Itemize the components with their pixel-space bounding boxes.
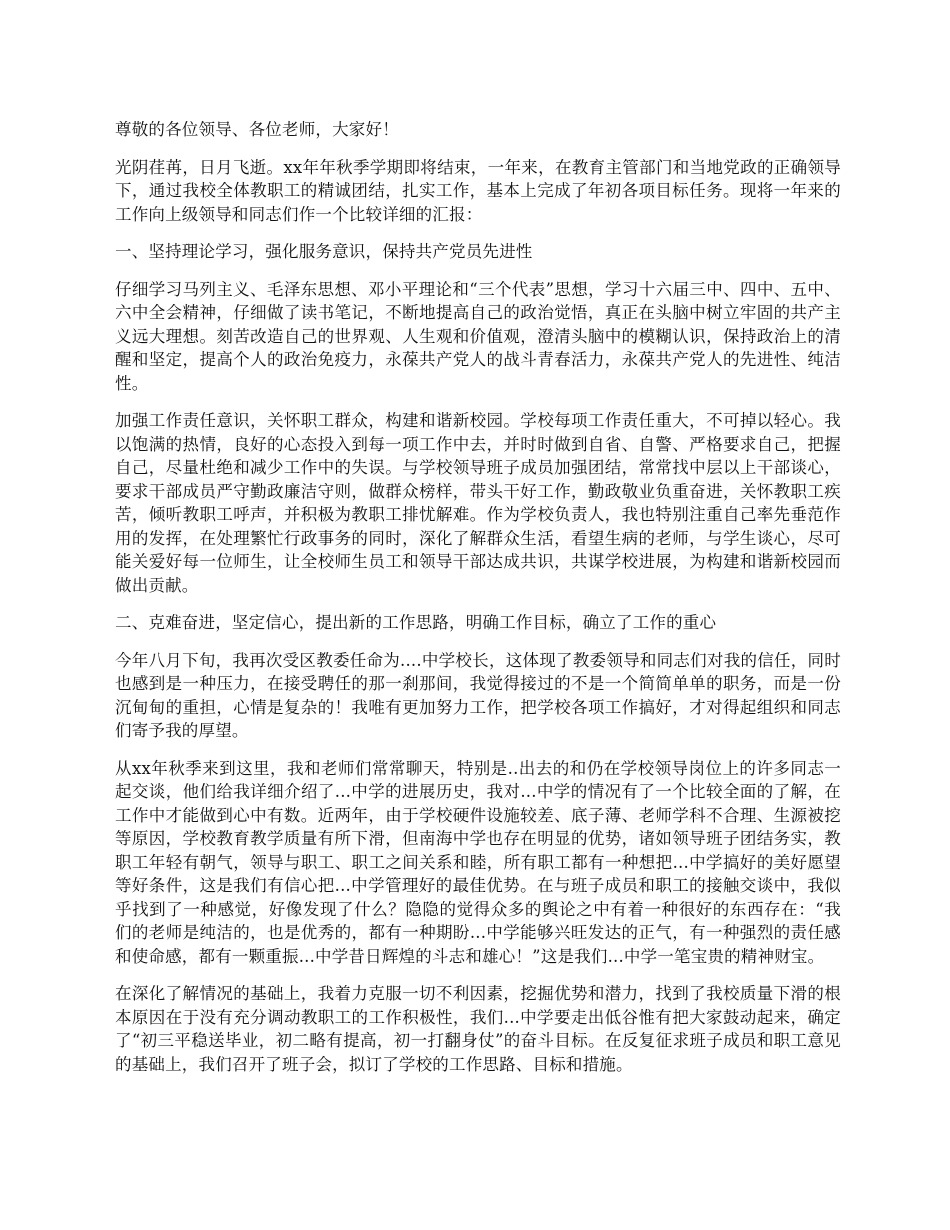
section2-paragraph-1: 今年八月下旬，我再次受区教委任命为....中学校长，这体现了教委领导和同志们对我的信任，同时也感到是一种压力，在接受聘任的那一刹那间，我觉得接过的不是一个简简单单的职务，而是一份沉甸甸的重担，心情是复杂的！我唯有更加努力工作，把学校各项工作搞好，才对得起组织和同志们寄予我的厚望。 xyxy=(115,650,841,740)
document-body xyxy=(115,118,841,1090)
section-heading-2: 二、克难奋进，坚定信心，提出新的工作思路，明确工作目标，确立了工作的重心 xyxy=(115,613,717,632)
intro-paragraph: 光阴荏苒，日月飞逝。xx年年秋季学期即将结束，一年来，在教育主管部门和当地党政的正确领导下，通过我校全体教职工的精诚团结，扎实工作，基本上完成了年初各项目标任务。现将一年来的工作向上级领导和同志们作一个比较详细的汇报： xyxy=(115,157,841,224)
section1-paragraph-2: 加强工作责任意识，关怀职工群众，构建和谐新校园。学校每项工作责任重大，不可掉以轻心。我以饱满的热情，良好的心态投入到每一项工作中去，并时时做到自省、自警、严格要求自己，把握自己，尽量杜绝和减少工作中的失误。与学校领导班子成员加强团结，常常找中层以上干部谈心，要求干部成员严守勤政廉洁守则，做群众榜样，带头干好工作，勤政敬业负重奋进，关怀教职工疾苦，倾听教职工呼声，并积极为教职工排忧解难。作为学校负责人，我也特别注重自己率先垂范作用的发挥，在处理繁忙行政事务的同时，深化了解群众生活，看望生病的老师，与学生谈心，尽可能关爱好每一位师生，让全校师生员工和领导干部达成共识，共谋学校进展，为构建和谐新校园而做出贡献。 xyxy=(115,411,841,595)
section2-paragraph-3: 在深化了解情况的基础上，我着力克服一切不利因素，挖掘优势和潜力，找到了我校质量下滑的根本原因在于没有充分调动教职工的工作积极性，我们...中学要走出低谷惟有把大家鼓动起来，确定了“初三平稳送毕业，初二略有提高，初一打翻身仗”的奋斗目标。在反复征求班子成员和职工意见的基础上，我们召开了班子会，拟订了学校的工作思路、目标和措施。 xyxy=(115,984,841,1074)
section1-paragraph-1: 仔细学习马列主义、毛泽东思想、邓小平理论和“三个代表”思想，学习十六届三中、四中、五中、六中全会精神，仔细做了读书笔记，不断地提高自己的政治觉悟，真正在头脑中树立牢固的共产主义远大理想。刻苦改造自己的世界观、人生观和价值观，澄清头脑中的模糊认识，保持政治上的清醒和坚定，提高个人的政治免疫力，永葆共产党人的战斗青春活力，永葆共产党人的先进性、纯洁性。 xyxy=(115,279,841,393)
greeting: 尊敬的各位领导、各位老师，大家好！ xyxy=(115,120,399,139)
section2-paragraph-2: 从xx年秋季来到这里，我和老师们常常聊天，特别是..出去的和仍在学校领导岗位上的许多同志一起交谈，他们给我详细介绍了...中学的进展历史，我对...中学的情况有了一个比较全面的了解，在工作中才能做到心中有数。近两年，由于学校硬件设施较差、底子薄、老师学科不合理、生源被挖等原因，学校教育教学质量有所下滑，但南海中学也存在明显的优势，诸如领导班子团结务实，教职工年轻有朝气，领导与职工、职工之间关系和睦，所有职工都有一种想把...中学搞好的美好愿望等好条件，这是我们有信心把...中学管理好的最佳优势。在与班子成员和职工的接触交谈中，我似乎找到了一种感觉，好像发现了什么？隐隐的觉得众多的舆论之中有着一种很好的东西存在：“我们的老师是纯洁的，也是优秀的，都有一种期盼...中学能够兴旺发达的正气，有一种强烈的责任感和使命感，都有一颗重振...中学昔日辉煌的斗志和雄心！”这是我们...中学一笔宝贵的精神财宝。 xyxy=(115,758,841,966)
section-heading-1: 一、坚持理论学习，强化服务意识，保持共产党员先进性 xyxy=(115,242,533,261)
